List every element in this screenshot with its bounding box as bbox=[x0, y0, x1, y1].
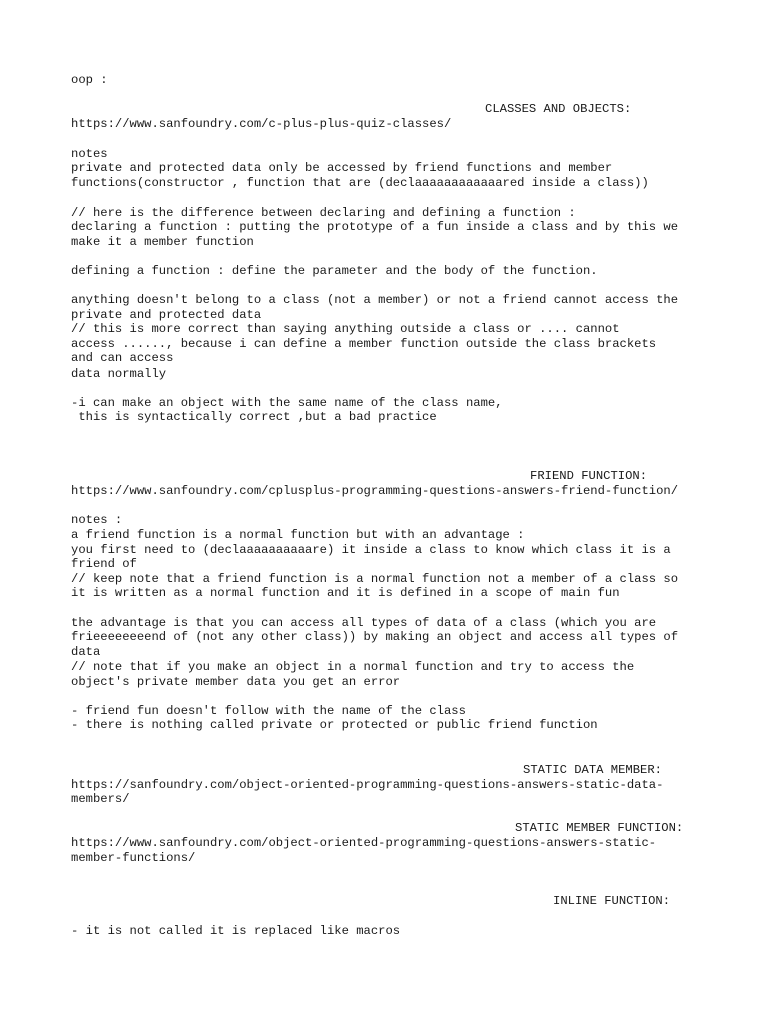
friend-note-line: the advantage is that you can access all types of data of a class (which you are bbox=[71, 616, 657, 630]
classes-note-line: private and protected data bbox=[71, 308, 262, 322]
friend-note-line: - friend fun doesn't follow with the name of the class bbox=[71, 704, 466, 718]
friend-note-line: frieeeeeeeend of (not any other class)) by making an object and access all types of bbox=[71, 630, 679, 644]
friend-note-line: data bbox=[71, 645, 101, 659]
friend-note-line: it is written as a normal function and it is defined in a scope of main fun bbox=[71, 586, 620, 600]
static-func-url-link[interactable]: member-functions/ bbox=[71, 851, 196, 865]
friend-note-line: // note that if you make an object in a normal function and try to access the bbox=[71, 660, 635, 674]
friend-note-line: you first need to (declaaaaaaaaaare) it inside a class to know which class it is a bbox=[71, 543, 671, 557]
classes-url-link[interactable]: https://www.sanfoundry.com/c-plus-plus-quiz-classes/ bbox=[71, 117, 452, 131]
static-func-url-link[interactable]: https://www.sanfoundry.com/object-oriented-programming-questions-answers-static- bbox=[71, 836, 657, 850]
classes-note-line: defining a function : define the parameter and the body of the function. bbox=[71, 264, 598, 278]
classes-note-line: // this is more correct than saying anything outside a class or .... cannot bbox=[71, 322, 620, 336]
classes-note-line: anything doesn't belong to a class (not a member) or not a friend cannot access the bbox=[71, 293, 679, 307]
section-heading-classes: CLASSES AND OBJECTS: bbox=[485, 102, 632, 116]
classes-note-line: and can access bbox=[71, 351, 174, 365]
static-data-url-link[interactable]: members/ bbox=[71, 792, 130, 806]
friend-note-line: object's private member data you get an error bbox=[71, 675, 401, 689]
friend-note-line: friend of bbox=[71, 557, 137, 571]
classes-note-line: access ......, because i can define a member function outside the class brackets bbox=[71, 337, 657, 351]
classes-note-line: declaring a function : putting the prototype of a fun inside a class and by this we bbox=[71, 220, 679, 234]
classes-note-line: data normally bbox=[71, 367, 167, 381]
friend-note-line: notes : bbox=[71, 513, 123, 527]
friend-note-line: - there is nothing called private or protected or public friend function bbox=[71, 718, 598, 732]
friend-url-link[interactable]: https://www.sanfoundry.com/cplusplus-programming-questions-answers-friend-function/ bbox=[71, 484, 679, 498]
classes-note-line: // here is the difference between declaring and defining a function : bbox=[71, 206, 576, 220]
inline-note-line: - it is not called it is replaced like macros bbox=[71, 924, 401, 938]
doc-title: oop : bbox=[71, 73, 108, 87]
classes-note-line: private and protected data only be accessed by friend functions and member bbox=[71, 161, 613, 175]
friend-note-line: a friend function is a normal function but with an advantage : bbox=[71, 528, 525, 542]
classes-note-line: notes bbox=[71, 147, 108, 161]
friend-note-line: // keep note that a friend function is a normal function not a member of a class so bbox=[71, 572, 679, 586]
static-data-url-link[interactable]: https://sanfoundry.com/object-oriented-programming-questions-answers-static-data- bbox=[71, 778, 664, 792]
section-heading-static-data: STATIC DATA MEMBER: bbox=[523, 763, 662, 777]
classes-note-line: this is syntactically correct ,but a bad practice bbox=[71, 410, 437, 424]
section-heading-friend: FRIEND FUNCTION: bbox=[530, 469, 648, 483]
classes-note-line: functions(constructor , function that are (declaaaaaaaaaaaared inside a class)) bbox=[71, 176, 649, 190]
classes-note-line: make it a member function bbox=[71, 235, 254, 249]
section-heading-static-func: STATIC MEMBER FUNCTION: bbox=[515, 821, 684, 835]
classes-note-line: -i can make an object with the same name of the class name, bbox=[71, 396, 503, 410]
section-heading-inline: INLINE FUNCTION: bbox=[553, 894, 671, 908]
